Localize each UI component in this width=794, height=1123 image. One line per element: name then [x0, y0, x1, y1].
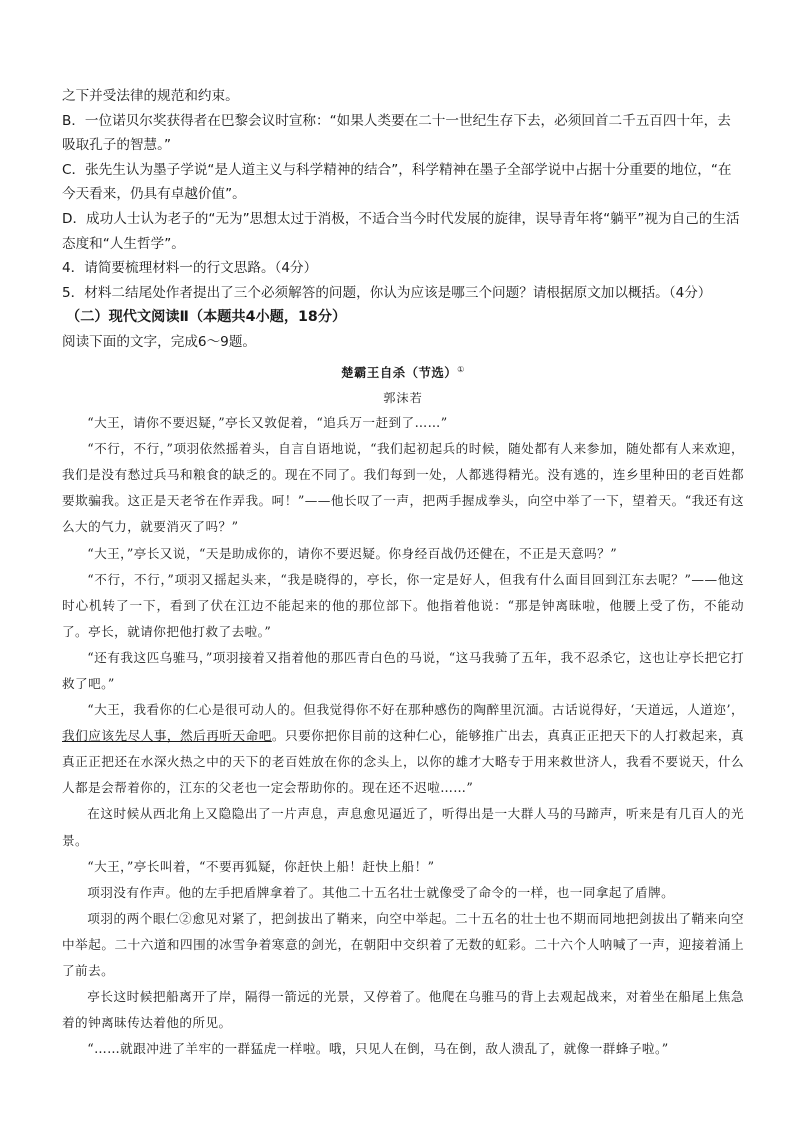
paragraph-6-part-b: 。只要你把你目前的这种仁心，能够推广出去，真真正正把天下的人打救起来，真真正正把还在水深火热之中的天下的老百姓放在你的念头上，以你的雄才大略专于用来救世济人，我看不要说天，什么人都是会帮着你的，江东的父老也一定会帮助你的。现在还不迟啦……”	[62, 728, 745, 796]
option-c: C．张先生认为墨子学说“是人道主义与科学精神的结合”，科学精神在墨子全部学说中占据十分重要的地位，“在今天看来，仍具有卓越价值”。	[62, 161, 732, 203]
paragraph-10: 项羽的两个眼仁②愈见对紧了，把剑拔出了鞘来，向空中举起。二十五名的壮士也不期而同地把剑拔出了鞘来向空中举起。二十六道和四围的冰雪争着寒意的剑光，在朝阳中交织着了无数的虹彩。二十六个人呐喊了一声，迎接着涌上了前去。	[62, 910, 744, 979]
paragraph-6	[62, 697, 744, 801]
paragraph-9: 项羽没有作声。他的左手把盾牌拿着了。其他二十五名壮士就像受了命令的一样，也一同拿起了盾牌。	[87, 884, 675, 900]
paragraph-8: “大王，”亭长叫着，“不要再狐疑，你赶快上船！赶快上船！”	[87, 858, 435, 874]
article-title	[62, 357, 744, 386]
paragraph-11: 亭长这时候把船离开了岸，隔得一箭远的光景，又停着了。他爬在乌骓马的背上去观起战来，对着坐在船尾上焦急着的钟离昧传达着他的所见。	[62, 989, 744, 1031]
reading-instruction: 阅读下面的文字，完成6～9题。	[62, 334, 257, 351]
underlined-sentence: 我们应该先尽人事，然后再听天命吧	[62, 728, 272, 744]
paragraph-4: “不行，不行，”项羽又摇起头来，“我是晓得的，亭长，你一定是好人，但我有什么面目回到江东去呢？”——他这时心机转了一下，看到了伏在江边不能起来的他的那位部下。他指着他说：“那是钟离昧啦，他腰上受了伤，不能动了。亭长，就请你把他打救了去啦。”	[62, 571, 744, 639]
paragraph-3: “大王，”亭长又说，“天是助成你的，请你不要迟疑。你身经百战仍还健在，不正是天意吗？”	[87, 545, 618, 561]
paragraph-6-part-a: “大王，我看你的仁心是很可动人的。但我觉得你不好在那种感伤的陶醉里沉湎。古话说得好，‘天道远，人道迩’，	[87, 702, 744, 718]
question-4: 4．请简要梳理材料一的行文思路。（4分）	[62, 260, 318, 277]
article-author: 郭沫若	[383, 391, 423, 406]
question-5: 5．材料二结尾处作者提出了三个必须解答的问题，你认为应该是哪三个问题？请根据原文加以概括。（4分）	[62, 284, 712, 301]
paragraph-2: “不行，不行，”项羽依然摇着头，自言自语地说，“我们起初起兵的时候，随处都有人来参加，随处都有人来欢迎，我们是没有愁过兵马和粮食的缺乏的。现在不同了。我们每到一处，人都逃得精光。没有逃的，连乡里种田的老百姓都要欺骗我。这正是天老爷在作弄我。呵！”——他长叹了一声，把两手握成拳头，向空中举了一下，望着天。“我还有这么大的气力，就要消灭了吗？”	[62, 441, 744, 535]
footnote-mark: ①	[457, 364, 465, 374]
paragraph-5: “还有我这匹乌骓马，”项羽接着又指着他的那匹青白色的马说，“这马我骑了五年，我不忍杀它，这也让亭长把它打救了吧。”	[62, 649, 744, 691]
paragraph-1: “大王，请你不要迟疑，”亭长又敦促着，“追兵万一赶到了……”	[87, 415, 448, 431]
option-b: B．一位诺贝尔奖获得者在巴黎会议时宣称：“如果人类要在二十一世纪生存下去，必须回首二千五百四十年，去吸取孔子的智慧。”	[62, 112, 731, 154]
article-title-text: 楚霸王自杀（节选）	[341, 365, 458, 381]
paragraph-7: 在这时候从西北角上又隐隐出了一片声息，声息愈见逼近了，听得出是一大群人马的马蹄声，听来是有几百人的光景。	[62, 806, 744, 848]
paragraph-12: “……就跟冲进了羊牢的一群猛虎一样啦。哦，只见人在倒，马在倒，敌人溃乱了，就像一群蜂子啦。”	[87, 1041, 669, 1057]
option-d: D．成功人士认为老子的“无为”思想太过于消极，不适合当今时代发展的旋律，误导青年将“躺平”视为自己的生活态度和“人生哲学”。	[62, 210, 740, 252]
question-3a-continuation: 之下并受法律的规范和约束。	[62, 88, 239, 104]
section-heading: （二）现代文阅读Ⅱ（本题共4小题，18分）	[66, 309, 347, 326]
